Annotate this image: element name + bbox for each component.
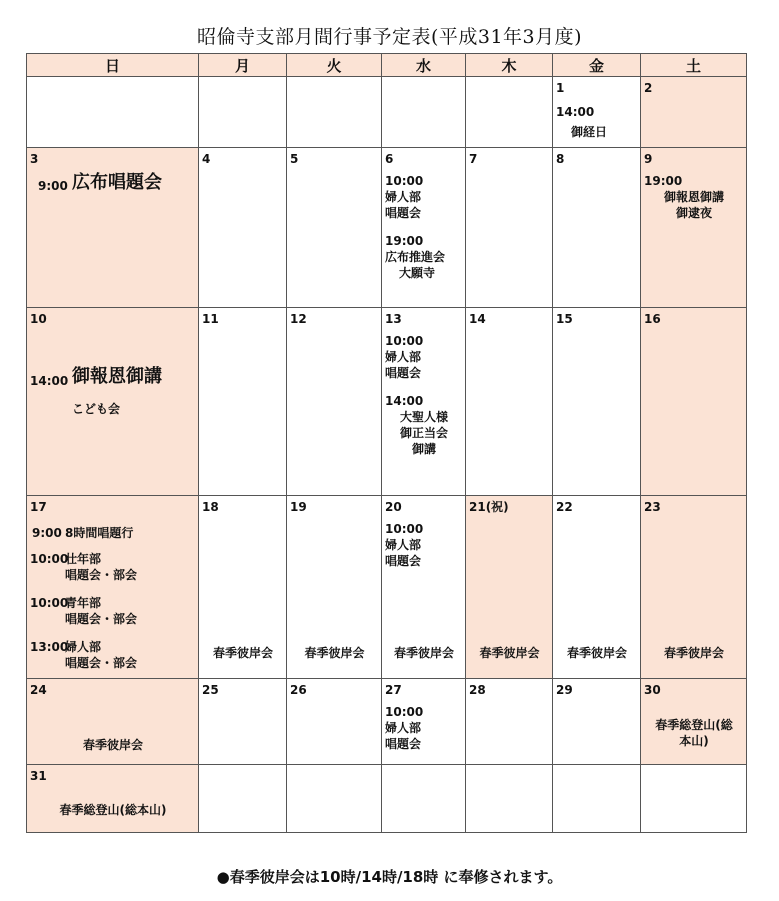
event-time: 19:00 <box>644 174 683 188</box>
event-name: 大願寺 <box>399 266 436 280</box>
day-cell-24 <box>27 679 199 765</box>
event-time: 14:00 <box>556 105 595 119</box>
weekday-header-row <box>27 54 747 77</box>
event-name: 広布推進会 <box>385 250 446 264</box>
day-cell-29 <box>553 679 641 765</box>
day-number: 9 <box>644 152 653 166</box>
event-name: 春季彼岸会 <box>212 646 273 660</box>
day-number: 16 <box>644 312 661 326</box>
day-cell-9 <box>641 148 747 308</box>
event-name: 唱題会 <box>385 554 422 568</box>
day-cell-13 <box>382 308 466 496</box>
day-cell-empty <box>287 765 382 833</box>
weekday-thu: 木 <box>466 54 553 77</box>
day-cell-empty <box>641 765 747 833</box>
day-cell-empty <box>27 77 199 148</box>
day-number: 3 <box>30 152 39 166</box>
day-cell-empty <box>287 77 382 148</box>
day-cell-5 <box>287 148 382 308</box>
event-name: 広布唱題会 <box>72 172 162 193</box>
weekday-wed: 水 <box>382 54 466 77</box>
event-name: 唱題会 <box>385 366 422 380</box>
event-time: 14:00 <box>30 374 69 388</box>
day-cell-empty <box>466 765 553 833</box>
day-cell-12 <box>287 308 382 496</box>
day-cell-10 <box>27 308 199 496</box>
day-cell-7 <box>466 148 553 308</box>
day-cell-16 <box>641 308 747 496</box>
day-number: 12 <box>290 312 307 326</box>
event-time: 19:00 <box>385 234 424 248</box>
event-sub: 唱題会・部会 <box>65 568 138 582</box>
day-number: 23 <box>644 500 661 514</box>
weekday-fri: 金 <box>553 54 641 77</box>
day-cell-20 <box>382 496 466 679</box>
day-cell-empty <box>382 765 466 833</box>
day-cell-8 <box>553 148 641 308</box>
event-name: 本山) <box>679 734 709 748</box>
day-number: 22 <box>556 500 573 514</box>
day-number: 27 <box>385 683 402 697</box>
day-number: 10 <box>30 312 47 326</box>
event-sub: こども会 <box>72 402 121 416</box>
event-name: 壮年部 <box>65 552 102 566</box>
day-number: 24 <box>30 683 47 697</box>
day-cell-23 <box>641 496 747 679</box>
event-name: 御講 <box>411 442 436 456</box>
event-time: 10:00 <box>385 705 424 719</box>
day-cell-18 <box>199 496 287 679</box>
event-name: 春季彼岸会 <box>304 646 365 660</box>
day-number: 18 <box>202 500 219 514</box>
day-number: 29 <box>556 683 573 697</box>
day-number: 2 <box>644 81 653 95</box>
event-name: 婦人部 <box>385 350 422 364</box>
event-name: 婦人部 <box>385 538 422 552</box>
day-cell-26 <box>287 679 382 765</box>
event-name: 春季彼岸会 <box>663 646 724 660</box>
event-name: 春季彼岸会 <box>479 646 540 660</box>
event-name: 御報恩御講 <box>663 190 724 204</box>
event-sub: 唱題会・部会 <box>65 612 138 626</box>
event-time: 10:00 <box>30 596 69 610</box>
event-name: 春季彼岸会 <box>393 646 454 660</box>
day-cell-4 <box>199 148 287 308</box>
event-name: 8時間唱題行 <box>65 526 134 540</box>
day-cell-empty <box>553 765 641 833</box>
day-number: 13 <box>385 312 402 326</box>
day-cell-1 <box>553 77 641 148</box>
event-time: 14:00 <box>385 394 424 408</box>
day-number: 20 <box>385 500 402 514</box>
event-name: 婦人部 <box>65 640 102 654</box>
event-time: 9:00 <box>32 526 62 540</box>
event-name: 春季総登山(総 <box>655 718 733 732</box>
week-row <box>27 148 747 308</box>
day-cell-30 <box>641 679 747 765</box>
day-number: 4 <box>202 152 211 166</box>
day-cell-31 <box>27 765 199 833</box>
day-number: 8 <box>556 152 565 166</box>
day-number: 26 <box>290 683 307 697</box>
event-name: 春季彼岸会 <box>82 738 143 752</box>
weekday-sun: 日 <box>27 54 199 77</box>
day-cell-22 <box>553 496 641 679</box>
weekday-sat: 土 <box>641 54 747 77</box>
week-row <box>27 679 747 765</box>
event-time: 10:00 <box>385 174 424 188</box>
day-cell-6 <box>382 148 466 308</box>
day-cell-19 <box>287 496 382 679</box>
day-number: 11 <box>202 312 219 326</box>
calendar-table <box>26 53 747 833</box>
day-cell-17 <box>27 496 199 679</box>
day-cell-25 <box>199 679 287 765</box>
weekday-tue: 火 <box>287 54 382 77</box>
week-row <box>27 765 747 833</box>
event-name: 春季総登山(総本山) <box>59 803 167 817</box>
day-cell-21 <box>466 496 553 679</box>
event-name: 婦人部 <box>385 190 422 204</box>
footer-note: ●春季彼岸会は10時/14時/18時 に奉修されます。 <box>216 868 563 886</box>
day-cell-14 <box>466 308 553 496</box>
event-name: 春季彼岸会 <box>566 646 627 660</box>
event-time: 9:00 <box>38 179 68 193</box>
day-cell-empty <box>466 77 553 148</box>
event-name: 唱題会 <box>385 206 422 220</box>
day-number: 19 <box>290 500 307 514</box>
day-number: 21(祝) <box>469 500 509 514</box>
event-sub: 唱題会・部会 <box>65 656 138 670</box>
event-time: 10:00 <box>385 334 424 348</box>
day-number: 17 <box>30 500 47 514</box>
event-name: 青年部 <box>65 596 102 610</box>
day-cell-2 <box>641 77 747 148</box>
day-cell-empty <box>199 765 287 833</box>
day-cell-27 <box>382 679 466 765</box>
event-name: 御逮夜 <box>675 206 712 220</box>
day-cell-empty <box>382 77 466 148</box>
event-name: 御報恩御講 <box>72 366 162 387</box>
event-name: 大聖人様 <box>399 410 448 424</box>
page-title: 昭倫寺支部月間行事予定表(平成31年3月度) <box>196 26 583 48</box>
event-time: 13:00 <box>30 640 69 654</box>
event-time: 10:00 <box>30 552 69 566</box>
day-cell-15 <box>553 308 641 496</box>
weekday-mon: 月 <box>199 54 287 77</box>
week-row <box>27 308 747 496</box>
day-cell-28 <box>466 679 553 765</box>
day-number: 15 <box>556 312 573 326</box>
event-name: 唱題会 <box>385 737 422 751</box>
day-cell-empty <box>199 77 287 148</box>
week-row <box>27 77 747 148</box>
day-number: 28 <box>469 683 486 697</box>
event-name: 御経日 <box>571 125 608 139</box>
event-name: 御正当会 <box>399 426 448 440</box>
day-number: 25 <box>202 683 219 697</box>
day-number: 30 <box>644 683 661 697</box>
day-number: 31 <box>30 769 47 783</box>
day-cell-3 <box>27 148 199 308</box>
day-number: 5 <box>290 152 299 166</box>
event-time: 10:00 <box>385 522 424 536</box>
day-number: 14 <box>469 312 486 326</box>
day-number: 1 <box>556 81 565 95</box>
week-row <box>27 496 747 679</box>
day-cell-11 <box>199 308 287 496</box>
event-name: 婦人部 <box>385 721 422 735</box>
day-number: 7 <box>469 152 478 166</box>
day-number: 6 <box>385 152 394 166</box>
